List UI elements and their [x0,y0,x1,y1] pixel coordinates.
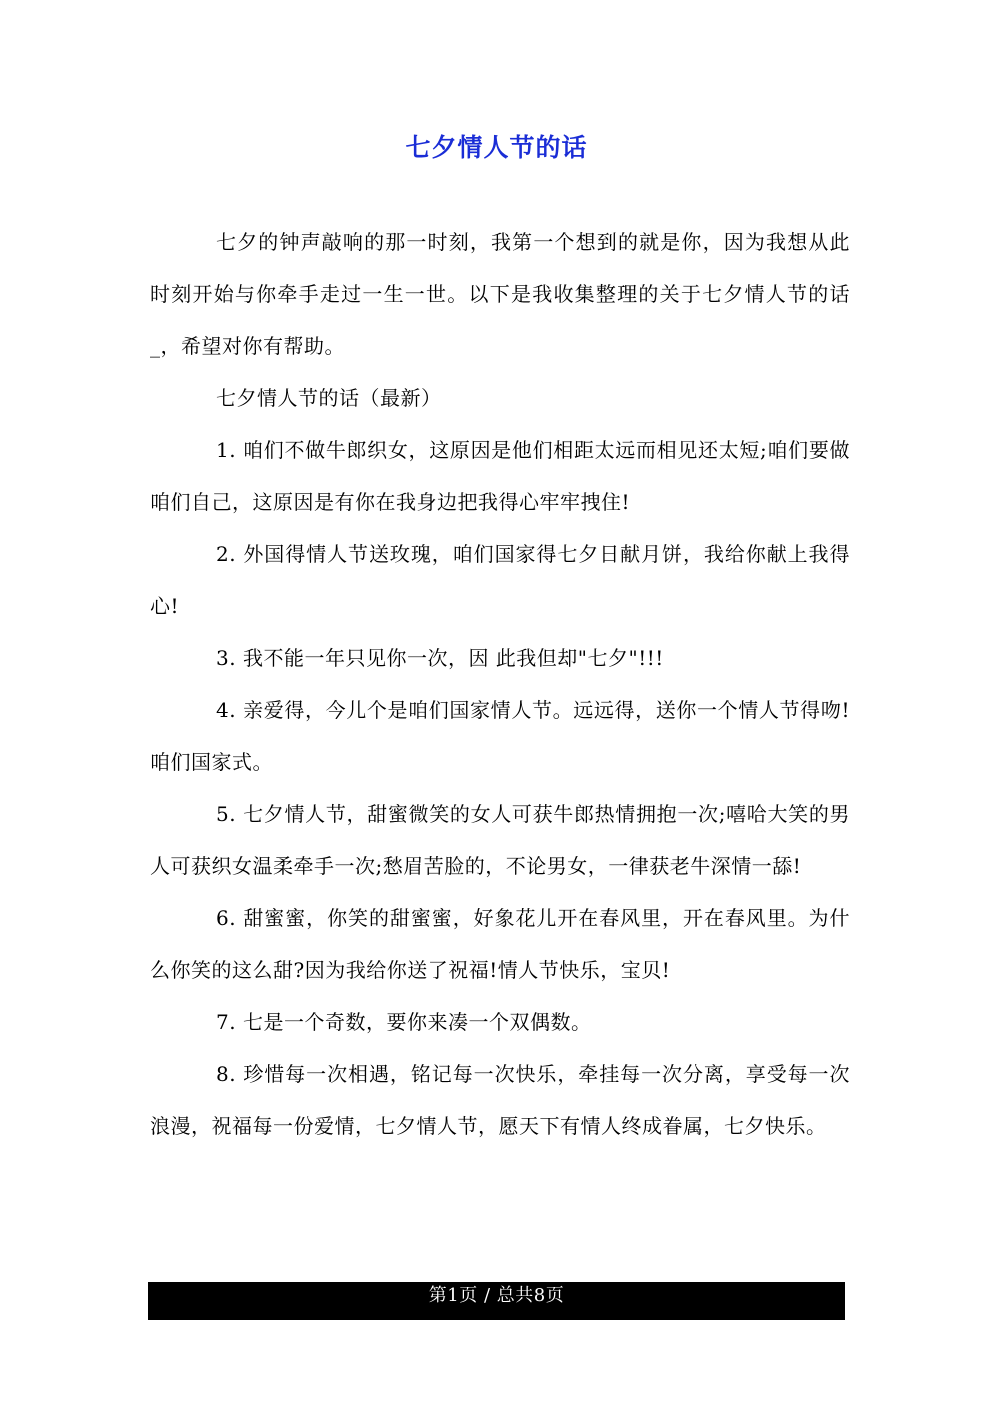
list-item: 6. 甜蜜蜜，你笑的甜蜜蜜，好象花儿开在春风里，开在春风里。为什么你笑的这么甜?因为我给你送了祝福!情人节快乐，宝贝! [150,906,850,982]
page-title: 七夕情人节的话 [405,133,588,162]
paragraph-subheading: 七夕情人节的话（最新） [216,386,442,410]
list-item: 8. 珍惜每一次相遇，铭记每一次快乐，牵挂每一次分离，享受每一次浪漫，祝福每一份爱情，七夕情人节，愿天下有情人终成眷属，七夕快乐。 [150,1062,850,1138]
page-number-label: 第1页 / 总共8页 [428,1285,565,1306]
list-item: 7. 七是一个奇数，要你来凑一个双偶数。 [216,1010,592,1034]
document-body [150,216,850,1152]
list-item: 1. 咱们不做牛郎织女，这原因是他们相距太远而相见还太短;咱们要做咱们自己，这原因是有你在我身边把我得心牢牢拽住! [150,438,850,514]
list-item: 2. 外国得情人节送玫瑰，咱们国家得七夕日献月饼，我给你献上我得心! [150,542,850,618]
page-footer [148,1282,845,1320]
list-item: 3. 我不能一年只见你一次，因 此我但却"七夕"!!! [216,646,664,670]
list-item: 4. 亲爱得，今儿个是咱们国家情人节。远远得，送你一个情人节得吻!咱们国家式。 [150,698,850,774]
paragraph-intro: 七夕的钟声敲响的那一时刻，我第一个想到的就是你，因为我想从此时刻开始与你牵手走过一生一世。以下是我收集整理的关于七夕情人节的话_，希望对你有帮助。 [150,230,850,358]
list-item: 5. 七夕情人节，甜蜜微笑的女人可获牛郎热情拥抱一次;嘻哈大笑的男人可获织女温柔牵手一次;愁眉苦脸的，不论男女，一律获老牛深情一舔! [150,802,850,878]
